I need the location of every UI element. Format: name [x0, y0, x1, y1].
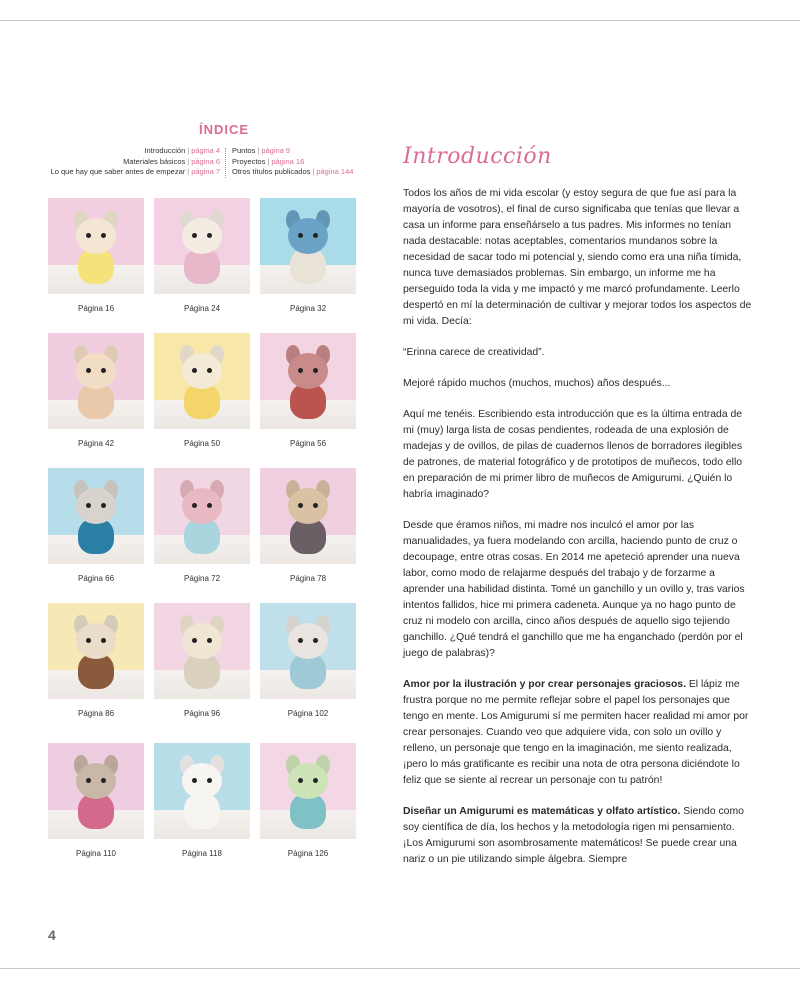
thumbnail-card[interactable] [260, 743, 356, 858]
thumbnail-caption: Página 72 [183, 574, 221, 583]
amigurumi-photo [154, 333, 250, 429]
toy-figure [278, 208, 338, 288]
amigurumi-photo [154, 468, 250, 564]
thumbnail-caption: Página 32 [289, 304, 327, 313]
toy-figure [278, 343, 338, 423]
paragraph: Mejoré rápido muchos (muchos, muchos) años después... [403, 378, 671, 389]
thumbnail-caption: Página 42 [77, 439, 115, 448]
thumbnail-caption: Página 50 [183, 439, 221, 448]
thumbnail-card[interactable] [154, 333, 250, 448]
toc-entry[interactable]: Introducción | página 4 [144, 146, 220, 155]
thumbnail-card[interactable] [48, 468, 144, 583]
thumbnail-card[interactable] [260, 603, 356, 718]
thumbnail-card[interactable] [48, 743, 144, 858]
thumbnail-caption: Página 24 [183, 304, 221, 313]
amigurumi-photo [48, 198, 144, 294]
thumbnail-caption: Página 110 [76, 849, 116, 858]
thumbnail-caption: Página 16 [77, 304, 115, 313]
amigurumi-photo [48, 743, 144, 839]
thumbnail-caption: Página 56 [289, 439, 327, 448]
thumbnail-caption: Página 126 [287, 849, 329, 858]
toc-left [51, 146, 220, 178]
index-title: ÍNDICE [198, 122, 250, 137]
paragraph: Diseñar un Amigurumi es matemáticas y olfato artístico. Siendo como soy científica de día, los hechos y la metodología rigen mi pensamiento. ¡Los Amigurumi son asombrosamente matemáticos! Se puede crear una nariz o un pie utilizando simple álgebra. Siempre [403, 806, 744, 865]
paragraph: Amor por la ilustración y por crear personajes graciosos. El lápiz me frustra porque no me permite reflejar sobre el papel los personajes que tengo en mente. Los Amigurumi sí me permiten hacer realidad mi amor por crear personajes. Cuando veo que adquiere vida, con solo un ovillo y relleno, un personaje que tengo en la imaginación, me siento realizada, ¡pero lo más gratificante es recibir una nota de otra persona diciéndote lo feliz que se siente al recrear un personaje con tu patrón! [403, 679, 749, 786]
toc-right [232, 146, 353, 178]
toy-figure [66, 613, 126, 693]
thumbnail-card[interactable] [260, 333, 356, 448]
toc-entry[interactable]: Otros títulos publicados | página 144 [232, 167, 354, 176]
toy-figure [278, 478, 338, 558]
toy-figure [66, 753, 126, 833]
toy-figure [66, 208, 126, 288]
toy-figure [278, 753, 338, 833]
thumbnail-caption: Página 86 [77, 709, 115, 718]
thumbnail-card[interactable] [154, 198, 250, 313]
thumbnail-caption: Página 66 [77, 574, 115, 583]
intro-title: Introducción [403, 144, 552, 169]
thumbnail-card[interactable] [154, 603, 250, 718]
amigurumi-photo [260, 468, 356, 564]
thumbnail-card[interactable] [48, 603, 144, 718]
page-number: 4 [48, 927, 56, 943]
amigurumi-photo [48, 603, 144, 699]
toy-figure [172, 478, 232, 558]
intro-text [403, 186, 755, 883]
toc-entry[interactable]: Lo que hay que saber antes de empezar | página 7 [50, 167, 220, 176]
thumbnail-card[interactable] [260, 468, 356, 583]
thumbnail-caption: Página 78 [289, 574, 327, 583]
paragraph: Desde que éramos niños, mi madre nos inculcó el amor por las manualidades, ya fuera modelando con arcilla, haciendo punto de cruz o decoupage, entre otras cosas. En 2014 me apeteció aprender una nueva labor, como modo de relajarme después del trabajo y de forzarme a aprender una habilidad distinta. Tomé un ganchillo y un ovillo y, tras varios intentos fallidos, hice mi primera cadeneta. Aunque ya no hago punto de cruz ni modelo con arcilla, cinco años después de aquello sigo tejiendo ganchillo. ¿Qué tendrá el ganchillo que me ha enganchado (perdón por el juego de palabras)? [403, 520, 745, 659]
thumbnail-caption: Página 118 [182, 849, 222, 858]
amigurumi-photo [260, 198, 356, 294]
thumbnail-card[interactable] [154, 468, 250, 583]
thumbnail-card[interactable] [154, 743, 250, 858]
toc-entry[interactable]: Materiales básicos | página 6 [123, 156, 220, 166]
amigurumi-photo [260, 333, 356, 429]
toy-figure [172, 208, 232, 288]
amigurumi-photo [154, 198, 250, 294]
toy-figure [172, 343, 232, 423]
paragraph: “Erinna carece de creatividad”. [403, 347, 545, 358]
toy-figure [172, 753, 232, 833]
toc-divider [225, 148, 226, 178]
amigurumi-photo [260, 743, 356, 839]
thumbnail-card[interactable] [48, 198, 144, 313]
amigurumi-photo [260, 603, 356, 699]
thumbnail-caption: Página 96 [183, 709, 221, 718]
thumbnail-card[interactable] [260, 198, 356, 313]
thumbnail-card[interactable] [48, 333, 144, 448]
toc-entry[interactable]: Proyectos | página 16 [232, 156, 305, 166]
bottom-rule [0, 968, 800, 969]
paragraph: Todos los años de mi vida escolar (y estoy segura de que fue así para la mayoría de vosotros), el final de curso significaba que tenías que llevar a casa un informe para enseñárselo a tus padres. Mis informes no tenían nada destacable: notas aceptables, comentarios mundanos sobre la necesidad de sacar todo mi potencial y, siendo como era una niña tímida, nunca tuve demasiados problemas. Sin embargo, un informe me ha perseguido toda la vida y me impactó y me marcó profundamente. Leerlo despertó en mí la determinación de cultivar y mejorar todos los aspectos de mi vida. Decía: [403, 188, 752, 327]
toy-figure [278, 613, 338, 693]
toy-figure [172, 613, 232, 693]
amigurumi-photo [48, 333, 144, 429]
toy-figure [66, 343, 126, 423]
toc-entry[interactable]: Puntos | página 9 [232, 146, 291, 155]
thumbnail-caption: Página 102 [287, 709, 329, 718]
top-rule [0, 20, 800, 21]
toy-figure [66, 478, 126, 558]
amigurumi-photo [48, 468, 144, 564]
amigurumi-photo [154, 603, 250, 699]
amigurumi-photo [154, 743, 250, 839]
paragraph: Aquí me tenéis. Escribiendo esta introducción que es la última entrada de mi (muy) larga lista de cosas pendientes, rodeada de una explosión de madejas y de ovillos, de pilas de cuadernos llenos de borradores ilegibles de patrones, de material fotográfico y de prototipos de muñecos, todo ello en preparación de mi primer libro de muñecos de Amigurumi. ¿Quién lo habría imaginado? [403, 409, 743, 500]
